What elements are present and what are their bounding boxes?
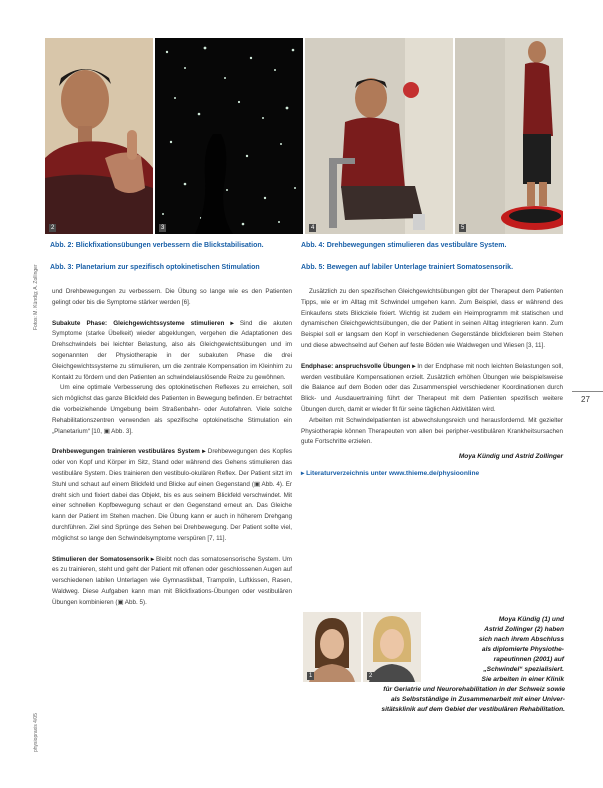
portrait-number: 1: [309, 673, 313, 679]
right-column: [301, 287, 563, 477]
caption-label: Abb. 2:: [50, 242, 74, 249]
photo-credit: Fotos: M. Kündig; A. Zollinger: [33, 264, 39, 330]
bio-line: rapeutinnen (2001) auf: [493, 656, 564, 663]
section-optokinetic: [52, 383, 292, 437]
photo-planetarium: [155, 38, 303, 234]
man-thumb-illustration: [45, 38, 153, 234]
right-paragraph-1: Zusätzlich zu den spezifischen Gleichgewichtsübungen gibt der Therapeut dem Patienten Tipps, wie er im Alltag mit Schwindel umgehen kann. Zum Beispiel, dass er während des Einkaufens stets Blickziele fixiert. Wichtig ist zudem ein Heimprogramm mit statischen und dynamischen Gleichgewichtsübungen, die der Patient in seinen Alltag integrieren kann. Zum Beispiel soll er langsam den Kopf in verschiedenen Gegenstände blickfixieren beim Stehen und diese abwechselnd auf Gehen auf feste Böden wie Waldwegen und Wiesen [3, 11].: [301, 288, 563, 349]
photo-drehbewegungen: [305, 38, 453, 234]
intro-paragraph: und Drehbewegungen zu verbessern. Die Übung so lange wie es den Patienten gelingt oder bis die Symptome stärker werden [6].: [52, 288, 292, 306]
caption-label: Abb. 4:: [301, 242, 325, 249]
section-subakute: [52, 319, 292, 384]
caption-text: Drehbewegungen stimulieren das vestibuläre System.: [326, 242, 507, 249]
portrait-number: 2: [369, 673, 373, 679]
photo-number: 2: [51, 225, 55, 231]
caption-text: Bewegen auf labiler Unterlage trainiert Somatosensorik.: [326, 264, 514, 271]
standing-man-trampoline-illustration: [455, 38, 563, 234]
left-column: [52, 287, 292, 609]
photo-number: 4: [311, 225, 315, 231]
caption-text: Planetarium zur spezifisch optokinetischen Stimulation: [75, 264, 260, 271]
caption-abb-5: [301, 262, 513, 273]
page-number: 27: [581, 395, 590, 404]
section-text: Um eine optimale Verbesserung des optokinetischen Reflexes zu erreichen, soll sich möglichst das ganze Blickfeld des Patienten in Bewegung befinden. Er betrachtet die vorbeiziehende Umgebung beim Straßenbahn- oder Autofahren. Viele solche Rehabilitationszentren verwenden als spezifische optokinetische Stimulation ein „Planetarium“ [10, ▣ Abb. 3].: [52, 384, 292, 435]
section-heading: Stimulieren der Somatosensorik ▸: [52, 555, 155, 563]
literature-link[interactable]: ▸ Literaturverzeichnis unter www.thieme.de/physioonline: [301, 469, 480, 477]
section-heading: Endphase: anspruchsvolle Übungen ▸: [301, 362, 416, 370]
planetarium-stars-illustration: [155, 38, 303, 234]
section-text: Bleibt noch das somatosensorische System. Um es zu trainieren, steht und geht der Patient mit offenen oder geschlossenen Augen auf verschiedenen labilen Unterlagen wie Gymnastikball, Trampolin, Luftkissen, Rasen, Waldweg. Diese Aufgaben kann man mit Blickfixations-Übungen oder vestibulären Übungen kombinieren (▣ Abb. 5).: [52, 555, 292, 606]
caption-label: Abb. 5:: [301, 264, 325, 271]
section-text: Drehbewegungen des Kopfes oder von Kopf und Körper im Sitz, Stand oder während des Gehens stimulieren das vestibuläre System. Dies trainieren den vestibulo-okulären Reflex. Der Patient sitzt im Stuhl und schaut auf einem Blickfeld und Blicke auf einen Gegenstand (▣ Abb. 4). Er dreht sich und fixiert dabei das Objekt, bis es aus seinem Blickfeld verschwindet. Mit einer schnellen Kopfbewegung schaut er den Gegenstand erneut an. Das Gleiche kann der Patient im Stehen machen. Die Übung kann er auch in höherem Drehgang durchführen. Ziel sind Sprünge des Sehen bei Drehbewegung. Der Patient sollte viel, möglichst so lange den Schwindelsymptome verspüren [7, 11].: [52, 448, 292, 542]
authors: Moya Kündig und Astrid Zollinger: [458, 453, 563, 461]
section-heading: Subakute Phase: Gleichgewichtssysteme stimulieren ▸: [52, 319, 234, 327]
bio-line: Astrid Zollinger (2) haben: [484, 626, 564, 633]
bio-line: sitätsklinik auf dem Gebiet der vestibulären Rehabilitation.: [381, 706, 565, 713]
bio-line: als Selbstständige in Zusammenarbeit mit einer Univer-: [390, 696, 565, 703]
bio-line: Moya Kündig (1) und: [498, 616, 564, 623]
bio-line: als diplomierte Physiothe-: [481, 646, 564, 653]
caption-abb-3: [50, 262, 260, 273]
right-paragraph-3: Arbeiten mit Schwindelpatienten ist abwechslungsreich und herausfordernd. Mit gezielter Physiotherapie können Therapeuten von allen bei peripher-vestibulären Krankheitsursachen gute Fortschritte erzielen.: [301, 416, 563, 446]
bio-line: für Geriatrie und Neurorehabilitation in der Schweiz sowie: [383, 686, 565, 693]
section-drehbewegungen: [52, 447, 292, 544]
section-text: In der Endphase mit noch leichten Belastungen soll, werden vestibuläre Kompensationen erzielt. Zusätzlich erhöhen Übungen wie beispielsweise die Balance auf dem Boden oder das Zusammenspiel verschiedener Koordinationen durch Blick- und Ausdauertraining führt der Therapeut mit dem Patienten spezifisch weitere Übungen durch, damit er wieder fit für seine täglichen Aktivitäten wird.: [301, 362, 564, 413]
bio-line: Sie arbeiten in einer Klinik: [481, 676, 564, 683]
bio-line: „Schwindel“ spezialisiert.: [483, 666, 564, 673]
photo-number: 3: [161, 225, 165, 231]
journal-footer: physiopraxis 4/05: [33, 713, 39, 752]
caption-label: Abb. 3:: [50, 264, 74, 271]
author-bio-short: [424, 615, 564, 685]
section-somatosensorik: [52, 555, 292, 609]
author-bio-long: [303, 685, 565, 715]
portrait-astrid-zollinger: [363, 612, 421, 682]
bio-line: sich nach ihrem Abschluss: [478, 636, 564, 643]
caption-abb-2: [50, 240, 264, 251]
section-endphase: [301, 362, 563, 416]
caption-abb-4: [301, 240, 506, 251]
portrait-moya-kuendig: [303, 612, 361, 682]
seated-man-illustration: [305, 38, 453, 234]
photo-labile-unterlage: [455, 38, 563, 234]
section-heading: Drehbewegungen trainieren vestibuläres System ▸: [52, 448, 206, 456]
caption-text: Blickfixationsübungen verbessern die Blickstabilisation.: [75, 242, 264, 249]
photo-blick-fixation: [45, 38, 153, 234]
photo-number: 5: [461, 225, 465, 231]
page-number-rule: [572, 391, 603, 392]
section-text: Sind die akuten Symptome (starke Übelkeit) wieder abgeklungen, vergehen die Adaptationen des Drehschwindels bei leichter Belastung, also als Gleichgewichtsübungen und im sogenannten der Physiotherapie in der subakuten Phase die drei Gleichgewichtssysteme zu stimulieren, um die zentrale Kompensation im Kleinhirn zu Kontakt zu fördern und den Patienten an schwindelauslösende Reize zu gewöhnen.: [52, 319, 293, 381]
